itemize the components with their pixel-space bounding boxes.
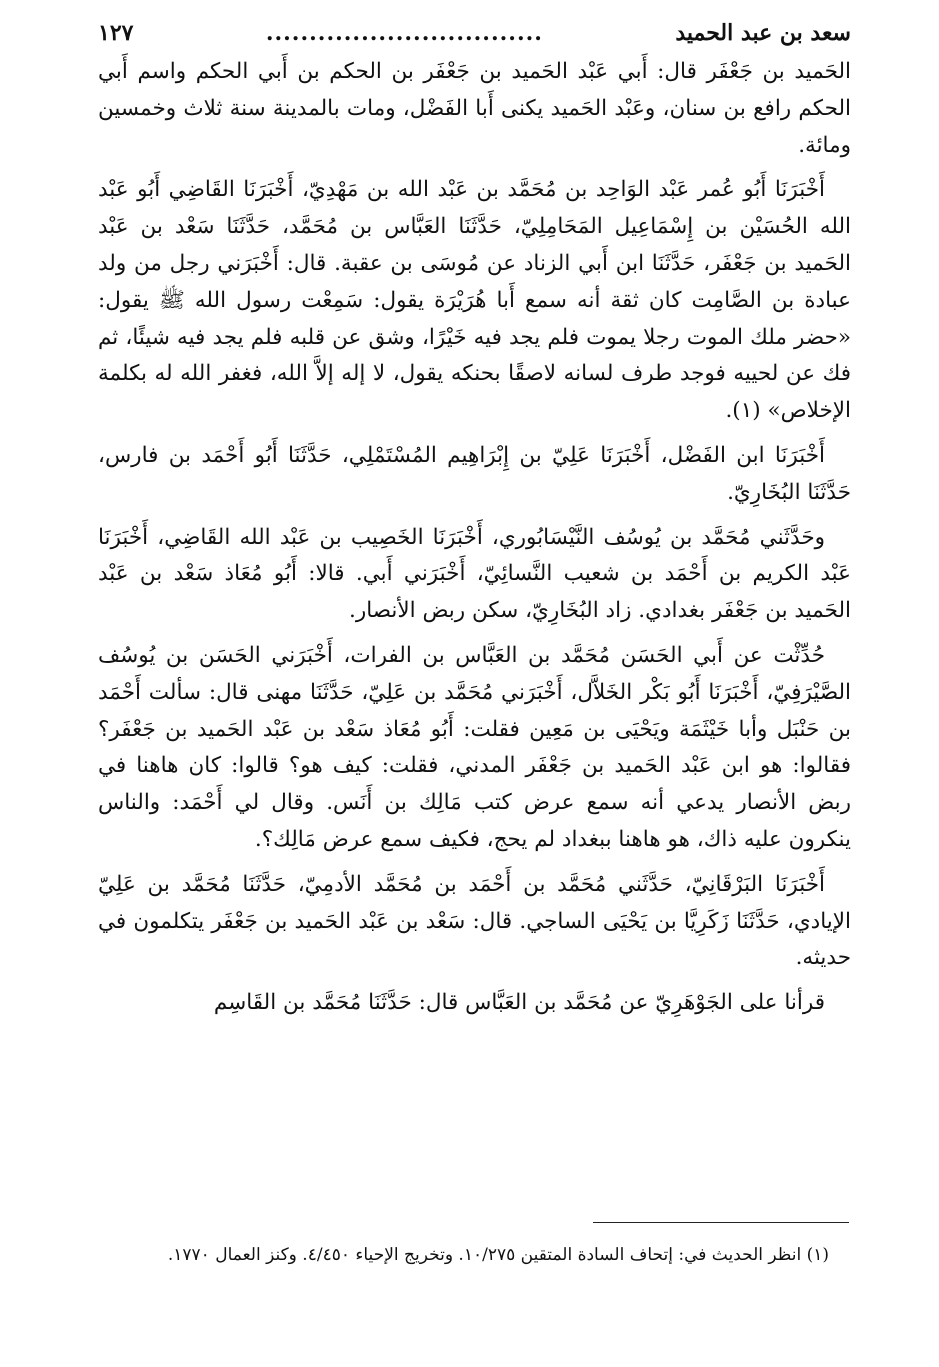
paragraph-isnad-4: حُدِّثْت عن أَبي الحَسَن مُحَمَّد بن العَبَّاس بن الفرات، أَخْبَرَني الحَسَن بن يُوسُف الصَّيْرَفِيّ، أَخْبَرَنَا أَبُو بَكْر الخَلاَّل، أَخْبَرَني مُحَمَّد بن عَلِيّ، حَدَّثَنَا مهنى قال: سألت أَحْمَد بن حَنْبَل وأبا خَيْثَمَة ويَحْيَى بن مَعِين فقلت: أَبُو مُعَاذ سَعْد بن عَبْد الحَميد بن جَعْفَر؟ فقالوا: هو ابن عَبْد الحَميد بن جَعْفَر المدني، فقلت: كيف هو؟ قالوا: كان هاهنا في ربض الأنصار يدعي أنه سمع عرض كتب مَالِك بن أَنَس. وقال لي أَحْمَد: والناس ينكرون عليه ذاك، هو هاهنا ببغداد لم يحج، فكيف سمع عرض مَالِك؟. — [98, 642, 851, 852]
paragraph-isnad-2: أَخْبَرَنَا ابن الفَضْل، أَخْبَرَنَا عَلِيّ بن إِبْرَاهِيم المُسْتَمْلِي، حَدَّثَنَا أَبُو أَحْمَد بن فارس، حَدَّثَنَا البُخَارِيّ. — [98, 442, 851, 505]
paragraph-continued: الحَميد بن جَعْفَر قال: أَبي عَبْد الحَميد بن جَعْفَر بن الحكم بن أَبي الحكم واسم أَبي الحكم رافع بن سنان، وعَبْد الحَميد يكنى أَبا الفَضْل، ومات بالمدينة سنة ثلاث وخمسين ومائة. — [98, 59, 851, 158]
header-dot-leader: ................................ — [265, 20, 543, 46]
paragraph-isnad-1: أَخْبَرَنَا أَبُو عُمر عَبْد الوَاحِد بن مُحَمَّد بن عَبْد الله بن مَهْدِيّ، أَخْبَرَنَا القَاضِي أَبُو عَبْد الله الحُسَيْن بن إِسْمَاعِيل المَحَامِلِيّ، حَدَّثَنَا العَبَّاس بن مُحَمَّد، حَدَّثَنَا سَعْد بن عَبْد الحَميد بن جَعْفَر، حَدَّثَنَا ابن أَبي الزناد عن مُوسَى بن عقبة. قال: أَخْبَرَني رجل من ولد عبادة بن الصَّامِت كان ثقة أنه سمع أَبا هُرَيْرَة يقول: سَمِعْت رسول الله ﷺ يقول: «حضر ملك الموت رجلا يموت فلم يجد فيه خَيْرًا، وشق عن قلبه فلم يجد فيه شيئًا، ثم فك عن لحييه فوجد طرف لسانه لاصقًا بحنكه يقول، لا إله إلاَّ الله، فغفر الله له بكلمة الإخلاص» (١). — [98, 177, 851, 424]
paragraph-isnad-3: وحَدَّثَني مُحَمَّد بن يُوسُف النَّيْسَابُوري، أَخْبَرَنَا الخَصِيب بن عَبْد الله القَاضِي، أَخْبَرَنَا عَبْد الكريم بن أَحْمَد بن شعيب النَّسائِيّ، أَخْبَرَني أَبي. قالا: أَبُو مُعَاذ سَعْد بن عَبْد الحَميد بن جَعْفَر بغدادي. زاد البُخَارِيّ، سكن ربض الأنصار. — [98, 524, 851, 624]
footnote-divider — [593, 1222, 849, 1223]
paragraph-isnad-6: قرأنا على الجَوْهَرِيّ عن مُحَمَّد بن العَبَّاس قال: حَدَّثَنَا مُحَمَّد بن القَاسِم — [213, 990, 825, 1016]
main-text — [98, 54, 851, 1022]
paragraph-isnad-5: أَخْبَرَنَا البَرْقَانِيّ، حَدَّثَني مُحَمَّد بن أَحْمَد بن مُحَمَّد الأدمِيّ، حَدَّثَنَا مُحَمَّد بن عَلِيّ الإيادي، حَدَّثَنَا زَكَرِيَّا بن يَحْيَى الساجي. قال: سَعْد بن عَبْد الحَميد بن جَعْفَر يتكلمون في حديثه. — [98, 871, 851, 971]
running-title: سعد بن عبد الحميد — [675, 20, 851, 46]
running-header — [98, 16, 851, 50]
page-number: ١٢٧ — [98, 20, 134, 46]
footnote-1: (١) انظر الحديث في: إتحاف السادة المتقين ١٠/٢٧٥. وتخريج الإحياء ٤/٤٥٠. وكنز العمال ١٧٧٠. — [167, 1245, 829, 1265]
footnotes — [98, 1240, 851, 1270]
